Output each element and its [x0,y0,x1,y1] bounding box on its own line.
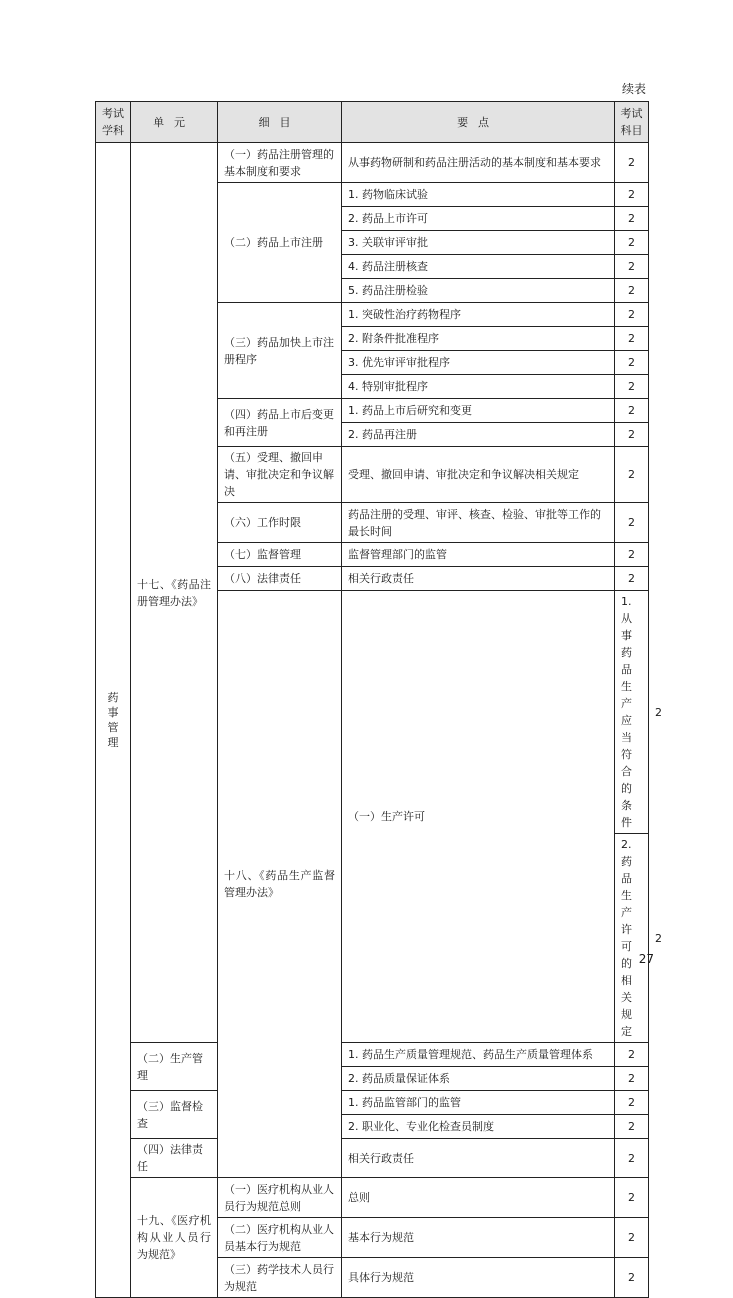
unit-cell-17: 十七、《药品注册管理办法》 [131,143,218,1043]
point-cell: 1. 从事药品生产应当符合的条件 [615,591,649,834]
count-cell: 2 [615,399,649,423]
count-cell: 2 [615,303,649,327]
point-cell: 2. 药品质量保证体系 [342,1067,615,1091]
point-cell: 相关行政责任 [342,567,615,591]
detail-cell: （二）药品上市注册 [218,183,342,303]
count-cell: 2 [615,207,649,231]
point-cell: 监督管理部门的监管 [342,543,615,567]
point-cell: 3. 关联审评审批 [342,231,615,255]
point-cell: 1. 药品监管部门的监管 [342,1091,615,1115]
count-cell: 2 [615,143,649,183]
detail-cell: （三）药学技术人员行为规范 [218,1258,342,1298]
count-cell: 2 [615,351,649,375]
detail-cell: （一）生产许可 [342,591,615,1043]
point-cell: 1. 药品生产质量管理规范、药品生产质量管理体系 [342,1043,615,1067]
point-cell: 相关行政责任 [342,1139,615,1178]
detail-cell: （六）工作时限 [218,503,342,543]
count-cell: 2 [615,375,649,399]
count-cell: 2 [615,183,649,207]
point-cell: 2. 附条件批准程序 [342,327,615,351]
point-cell: 4. 药品注册核查 [342,255,615,279]
count-cell: 2 [615,423,649,447]
point-cell: 2. 药品生产许可的相关规定 [615,834,649,1043]
count-cell: 2 [615,255,649,279]
count-cell: 2 [615,1258,649,1298]
header-count: 考试科目 [615,102,649,143]
table-row [96,1091,649,1115]
count-cell: 2 [615,1178,649,1218]
point-cell: 2. 药品上市许可 [342,207,615,231]
count-cell: 2 [615,1091,649,1115]
unit-cell-19: 十九、《医疗机构从业人员行为规范》 [131,1178,218,1298]
count-cell: 2 [615,1043,649,1067]
subject-cell [96,143,131,1298]
point-cell: 具体行为规范 [342,1258,615,1298]
point-cell: 1. 突破性治疗药物程序 [342,303,615,327]
point-cell: 基本行为规范 [342,1218,615,1258]
point-cell: 1. 药物临床试验 [342,183,615,207]
detail-cell: （二）医疗机构从业人员基本行为规范 [218,1218,342,1258]
point-cell: 5. 药品注册检验 [342,279,615,303]
unit-cell-18: 十八、《药品生产监督管理办法》 [218,591,342,1178]
point-cell: 1. 药品上市后研究和变更 [342,399,615,423]
table-header-row [96,102,649,143]
count-cell: 2 [615,279,649,303]
count-cell: 2 [615,567,649,591]
detail-cell: （三）药品加快上市注册程序 [218,303,342,399]
table-row [96,143,649,183]
detail-cell: （三）监督检查 [131,1091,218,1139]
detail-cell: （四）药品上市后变更和再注册 [218,399,342,447]
point-cell: 总则 [342,1178,615,1218]
point-cell: 受理、撤回申请、审批决定和争议解决相关规定 [342,447,615,503]
header-point: 要点 [342,102,615,143]
count-cell: 2 [615,327,649,351]
subject-label: 药事管理 [107,690,119,749]
continued-label: 续表 [621,82,646,96]
point-cell: 2. 职业化、专业化检查员制度 [342,1115,615,1139]
detail-cell: （八）法律责任 [218,567,342,591]
count-cell: 2 [615,447,649,503]
header-detail: 细目 [218,102,342,143]
point-cell: 从事药物研制和药品注册活动的基本制度和基本要求 [342,143,615,183]
count-cell: 2 [615,1218,649,1258]
point-cell: 4. 特别审批程序 [342,375,615,399]
count-cell: 2 [615,503,649,543]
syllabus-table [95,101,662,1298]
detail-cell: （一）医疗机构从业人员行为规范总则 [218,1178,342,1218]
header-unit: 单元 [131,102,218,143]
count-cell: 2 [615,1115,649,1139]
page-number: 27 [638,952,654,966]
count-cell: 2 [615,543,649,567]
count-cell: 2 [615,1067,649,1091]
detail-cell: （五）受理、撤回申请、审批决定和争议解决 [218,447,342,503]
table-row: 2. 药品生产许可的相关规定 2 [96,834,649,1043]
detail-cell: （四）法律责任 [131,1139,218,1178]
detail-cell: （二）生产管理 [131,1043,218,1091]
header-subject: 考试学科 [96,102,131,143]
table-row: 十八、《药品生产监督管理办法》 （一）生产许可 1. 从事药品生产应当符合的条件 2 [96,591,649,834]
point-cell: 2. 药品再注册 [342,423,615,447]
point-cell: 药品注册的受理、审评、核查、检验、审批等工作的最长时间 [342,503,615,543]
table-row [96,1178,649,1218]
detail-cell: （一）药品注册管理的基本制度和要求 [218,143,342,183]
table-row [96,1043,649,1067]
table-row [96,1139,649,1178]
count-cell: 2 [615,231,649,255]
count-cell: 2 [615,1139,649,1178]
detail-cell: （七）监督管理 [218,543,342,567]
point-cell: 3. 优先审评审批程序 [342,351,615,375]
